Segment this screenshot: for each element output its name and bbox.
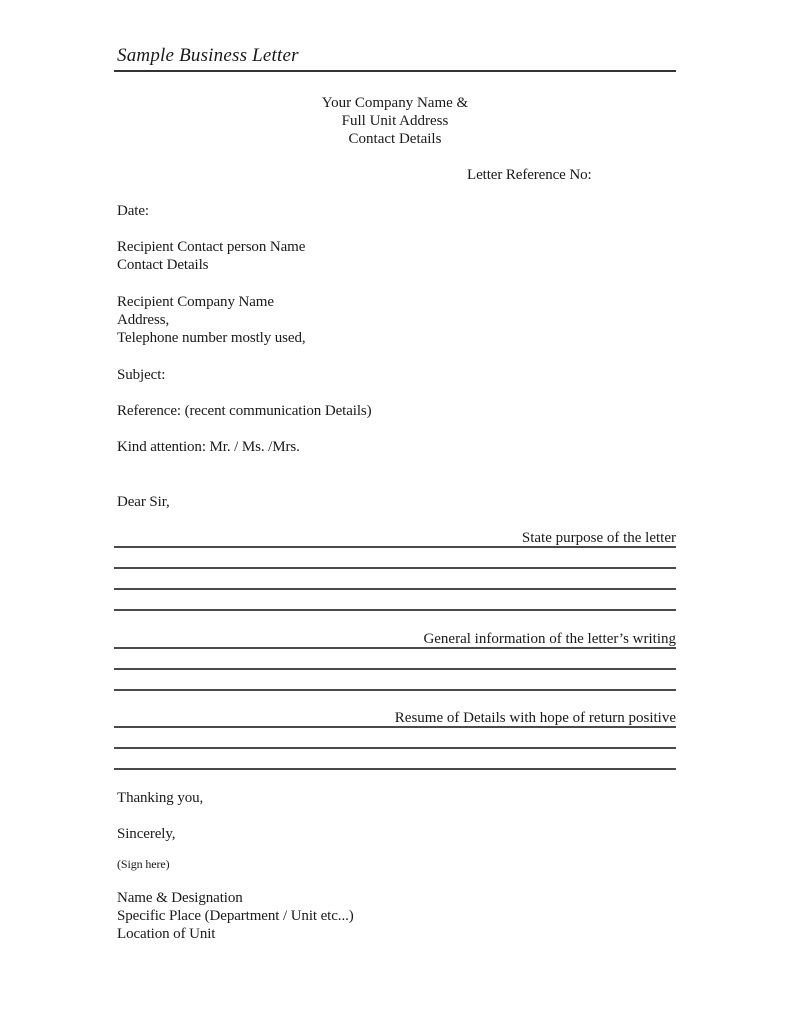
recipient-telephone: Telephone number mostly used, <box>117 330 306 346</box>
writing-line <box>114 668 676 670</box>
date-label: Date: <box>117 203 149 219</box>
section-resume-label: Resume of Details with hope of return positive <box>394 710 676 726</box>
reference-communication-label: Reference: (recent communication Details) <box>117 403 372 419</box>
writing-line <box>114 609 676 611</box>
kind-attention-label: Kind attention: Mr. / Ms. /Mrs. <box>117 439 300 455</box>
recipient-address: Address, <box>117 312 170 328</box>
section-purpose-label: State purpose of the letter <box>521 530 676 546</box>
signer-department: Specific Place (Department / Unit etc...) <box>117 908 354 924</box>
writing-line <box>114 567 676 569</box>
writing-line <box>114 689 676 691</box>
recipient-contact-details: Contact Details <box>117 257 209 273</box>
letter-reference-label: Letter Reference No: <box>467 167 592 183</box>
writing-line <box>114 546 676 548</box>
section-general-info-label: General information of the letter’s writing <box>423 631 676 647</box>
closing-thanks: Thanking you, <box>117 790 204 806</box>
recipient-contact-name: Recipient Contact person Name <box>117 239 306 255</box>
sign-here-hint: (Sign here) <box>117 857 170 871</box>
sender-contact: Contact Details <box>348 131 442 147</box>
sender-address-block <box>250 94 540 148</box>
salutation: Dear Sir, <box>117 494 170 510</box>
writing-line <box>114 768 676 770</box>
subject-label: Subject: <box>117 367 166 383</box>
writing-line <box>114 647 676 649</box>
sender-address: Full Unit Address <box>341 113 449 129</box>
closing-sign-off: Sincerely, <box>117 826 176 842</box>
writing-line <box>114 588 676 590</box>
header-divider <box>114 70 676 72</box>
signer-name-designation: Name & Designation <box>117 890 243 906</box>
writing-line <box>114 726 676 728</box>
signer-location: Location of Unit <box>117 926 216 942</box>
sender-company-name: Your Company Name & <box>321 95 469 111</box>
writing-line <box>114 747 676 749</box>
document-title: Sample Business Letter <box>117 45 299 66</box>
recipient-company-name: Recipient Company Name <box>117 294 274 310</box>
